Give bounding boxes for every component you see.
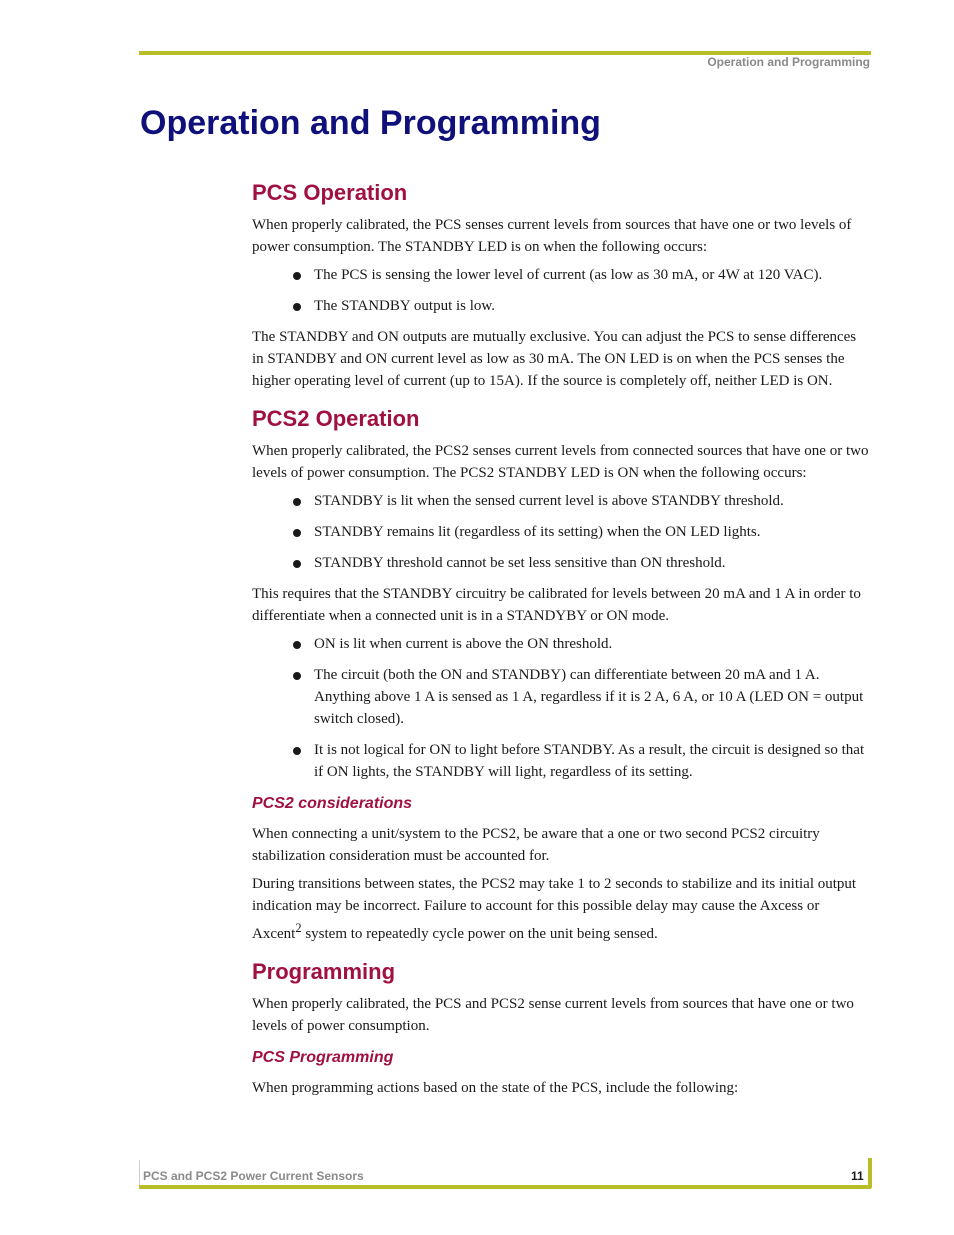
pcs2-operation-heading: PCS2 Operation <box>252 406 420 431</box>
bullet-item: The PCS is sensing the lower level of current (as low as 30 mA, or 4W at 120 VAC). <box>252 264 870 286</box>
bullet-item: The circuit (both the ON and STANDBY) can differentiate between 20 mA and 1 A. Anything above 1 A is sensed as 1 A, regardless if it is 2 A, 6 A, or 10 A (LED ON = output switch closed). <box>252 664 870 730</box>
pcs2-operation-bullets <box>252 490 870 574</box>
pcs-operation-section <box>252 178 870 392</box>
programming-heading: Programming <box>252 959 396 984</box>
para-text: system to repeatedly cycle power on the unit being sensed. <box>301 926 658 942</box>
pcs2-considerations-heading: PCS2 considerations <box>252 795 413 812</box>
para-text: During transitions between states, the PCS2 may take 1 to 2 seconds to stabilize and its initial output indication may be incorrect. Failure to account for this possible delay may cause the Axcess or Axcent <box>252 876 857 942</box>
pcs-operation-bullets <box>252 264 870 317</box>
bullet-item: ON is lit when current is above the ON threshold. <box>252 633 870 655</box>
pcs2-considerations-para2 <box>252 873 870 945</box>
bullet-item: STANDBY threshold cannot be set less sensitive than ON threshold. <box>252 552 870 574</box>
footer-divider <box>139 1160 140 1186</box>
pcs-operation-paragraph: The STANDBY and ON outputs are mutually exclusive. You can adjust the PCS to sense differences in STANDBY and ON current level as low as 30 mA. The ON LED is on when the PCS senses the higher operating level of current (up to 15A). If the source is completely off, neither LED is ON. <box>252 329 857 389</box>
programming-section <box>252 957 870 1099</box>
pcs-operation-heading: PCS Operation <box>252 180 408 205</box>
bullet-item: STANDBY is lit when the sensed current level is above STANDBY threshold. <box>252 490 870 512</box>
programming-intro: When properly calibrated, the PCS and PCS2 sense current levels from sources that have one or two levels of power consumption. <box>252 996 854 1034</box>
pcs-programming-heading: PCS Programming <box>252 1049 394 1066</box>
running-header: Operation and Programming <box>707 55 870 69</box>
page-number: 11 <box>851 1169 864 1183</box>
pcs2-considerations-para1: When connecting a unit/system to the PCS2, be aware that a one or two second PCS2 circuitry stabilization consideration must be accounted for. <box>252 826 820 864</box>
pcs-programming-paragraph: When programming actions based on the state of the PCS, include the following: <box>252 1080 739 1096</box>
bullet-item: The STANDBY output is low. <box>252 295 870 317</box>
page-content <box>252 178 870 1111</box>
page-title: Operation and Programming <box>140 104 601 142</box>
footer-accent-bar <box>868 1158 872 1188</box>
pcs2-operation-section <box>252 404 870 945</box>
bullet-item: STANDBY remains lit (regardless of its setting) when the ON LED lights. <box>252 521 870 543</box>
footer-rule <box>139 1185 871 1189</box>
pcs2-operation-bullets-2 <box>252 633 870 783</box>
pcs2-operation-intro: When properly calibrated, the PCS2 senses current levels from connected sources that have one or two levels of power consumption. The PCS2 STANDBY LED is ON when the following occurs: <box>252 443 869 481</box>
pcs-operation-intro: When properly calibrated, the PCS senses current levels from sources that have one or two levels of power consumption. The STANDBY LED is on when the following occurs: <box>252 217 852 255</box>
pcs2-operation-paragraph: This requires that the STANDBY circuitry be calibrated for levels between 20 mA and 1 A in order to differentiate when a connected unit is in a STANDYBY or ON mode. <box>252 586 861 624</box>
bullet-item: It is not logical for ON to light before STANDBY. As a result, the circuit is designed so that if ON lights, the STANDBY will light, regardless of its setting. <box>252 739 870 783</box>
footer-doc-title: PCS and PCS2 Power Current Sensors <box>143 1169 364 1183</box>
superscript: 2 <box>295 921 302 935</box>
